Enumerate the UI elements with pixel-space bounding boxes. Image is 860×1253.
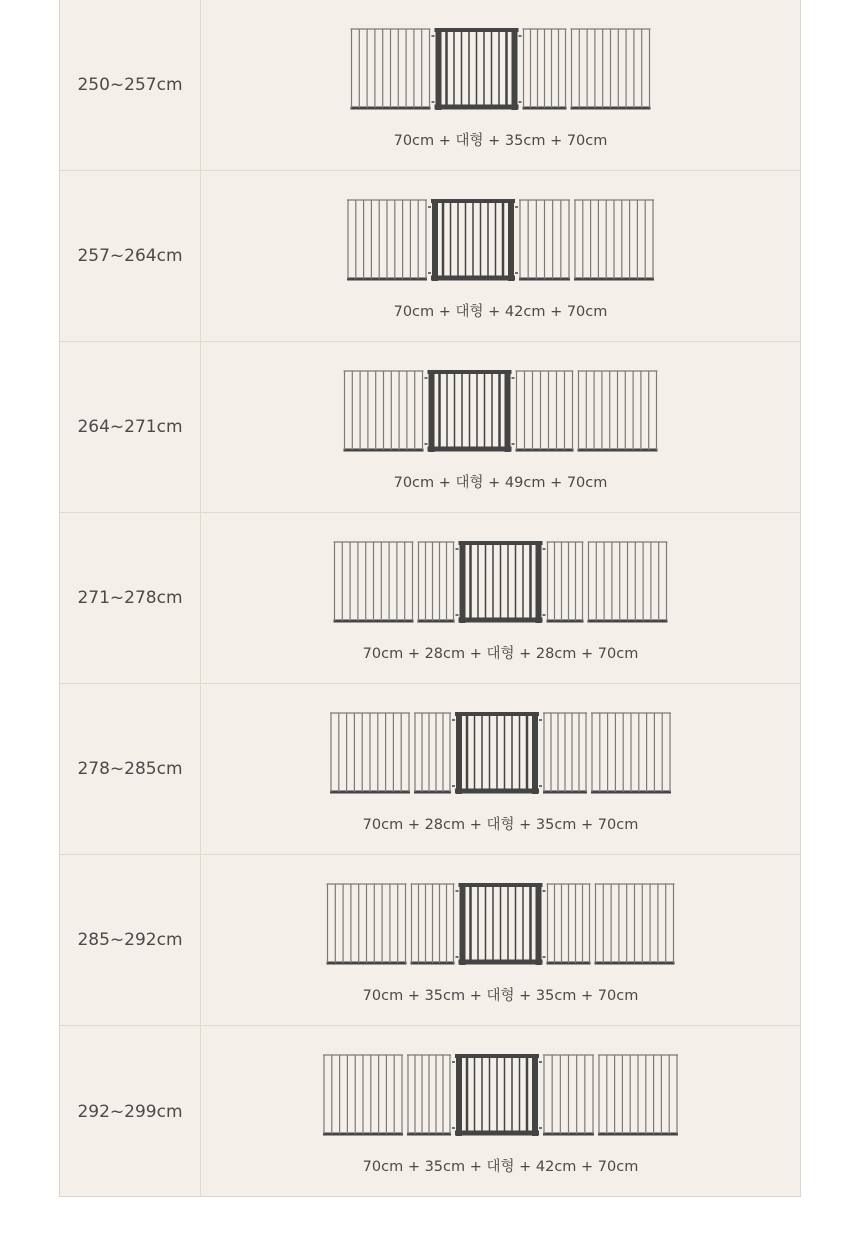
extension-panel-49: [516, 371, 574, 450]
large-gate-panel: [456, 541, 546, 623]
extension-panel-70: [344, 371, 424, 450]
large-gate-panel: [452, 1054, 542, 1136]
extension-panel-70: [330, 713, 410, 792]
size-range-label: 257~264cm: [60, 171, 201, 341]
gate-diagram: [201, 879, 800, 971]
extension-panel-70: [578, 371, 658, 450]
combination-label: 70cm + 35cm + 대형 + 35cm + 70cm: [362, 988, 639, 1004]
extension-panel-70: [323, 1055, 403, 1134]
combination-label: 70cm + 28cm + 대형 + 28cm + 70cm: [362, 646, 639, 662]
extension-panel-70: [327, 884, 407, 963]
gate-diagram: [201, 24, 800, 116]
table-row: [60, 0, 800, 171]
extension-panel-70: [588, 542, 668, 621]
size-combination-table: [59, 0, 801, 1197]
configuration-cell: [201, 342, 800, 512]
combination-label: 70cm + 28cm + 대형 + 35cm + 70cm: [362, 817, 639, 833]
table-row: [60, 684, 800, 855]
extension-panel-28: [414, 713, 451, 792]
large-gate-panel: [456, 883, 546, 965]
extension-panel-35: [411, 884, 455, 963]
table-row: [60, 342, 800, 513]
configuration-cell: [201, 513, 800, 683]
configuration-cell: [201, 171, 800, 341]
size-range-label: 271~278cm: [60, 513, 201, 683]
configuration-cell: [201, 1026, 800, 1197]
extension-panel-35: [547, 884, 591, 963]
large-gate-panel: [425, 370, 515, 452]
size-range-label: 285~292cm: [60, 855, 201, 1025]
extension-panel-70: [598, 1055, 678, 1134]
combination-label: 70cm + 대형 + 42cm + 70cm: [393, 304, 608, 320]
extension-panel-70: [595, 884, 675, 963]
configuration-cell: [201, 855, 800, 1025]
table-row: [60, 171, 800, 342]
large-gate-panel: [428, 199, 518, 281]
size-range-label: 264~271cm: [60, 342, 201, 512]
extension-panel-35: [523, 29, 567, 108]
extension-panel-42: [519, 200, 570, 279]
extension-panel-70: [574, 200, 654, 279]
extension-panel-35: [407, 1055, 451, 1134]
table-row: [60, 855, 800, 1026]
table-row: [60, 1026, 800, 1197]
large-gate-panel: [452, 712, 542, 794]
large-gate-panel: [432, 28, 522, 110]
extension-panel-70: [347, 200, 427, 279]
extension-panel-70: [334, 542, 414, 621]
gate-diagram: [201, 366, 800, 458]
gate-diagram: [201, 708, 800, 800]
configuration-cell: [201, 684, 800, 854]
size-range-label: 278~285cm: [60, 684, 201, 854]
table-row: [60, 513, 800, 684]
size-range-label: 292~299cm: [60, 1026, 201, 1197]
configuration-cell: [201, 0, 800, 170]
extension-panel-35: [543, 713, 587, 792]
gate-diagram: [201, 537, 800, 629]
extension-panel-70: [351, 29, 431, 108]
combination-label: 70cm + 대형 + 35cm + 70cm: [393, 133, 608, 149]
gate-diagram: [201, 195, 800, 287]
size-range-label: 250~257cm: [60, 0, 201, 170]
combination-label: 70cm + 대형 + 49cm + 70cm: [393, 475, 608, 491]
combination-label: 70cm + 35cm + 대형 + 42cm + 70cm: [362, 1159, 639, 1175]
extension-panel-70: [571, 29, 651, 108]
extension-panel-70: [591, 713, 671, 792]
gate-diagram: [201, 1050, 800, 1142]
extension-panel-42: [543, 1055, 594, 1134]
extension-panel-28: [418, 542, 455, 621]
extension-panel-28: [547, 542, 584, 621]
